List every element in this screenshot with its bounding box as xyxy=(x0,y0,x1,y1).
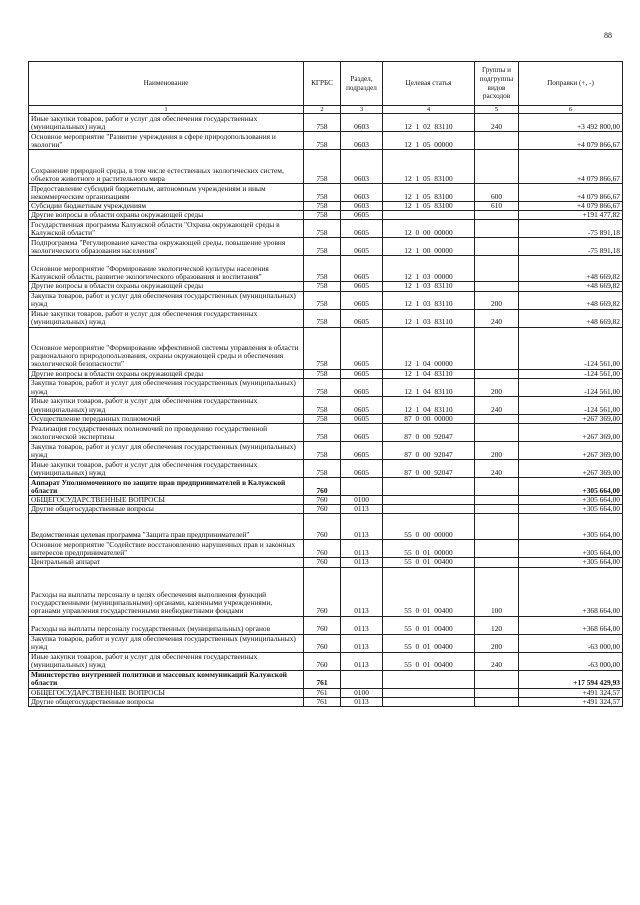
table-row xyxy=(29,327,623,369)
row-amount: +368 664,00 xyxy=(519,616,623,634)
row-section: 0113 xyxy=(341,540,383,558)
row-name: Государственная программа Калужской области "Охрана окружающей среды в Калужской области" xyxy=(29,220,304,238)
row-article: 55 0 01 00400 xyxy=(383,567,475,616)
row-name: Иные закупки товаров, работ и услуг для обеспечения государственных (муниципальных) нужд xyxy=(29,396,304,414)
row-kgrbs: 761 xyxy=(304,697,341,706)
table-row xyxy=(29,114,623,132)
row-amount: -124 561,00 xyxy=(519,378,623,396)
row-section: 0605 xyxy=(341,424,383,442)
row-section: 0605 xyxy=(341,460,383,478)
row-kgrbs: 758 xyxy=(304,184,341,202)
row-name: Подпрограмма "Регулирование качества окружающей среды, повышение уровня экологического образования населения" xyxy=(29,238,304,256)
row-name: Другие вопросы в области охраны окружающей среды xyxy=(29,369,304,378)
row-section xyxy=(341,478,383,496)
row-kgrbs: 761 xyxy=(304,670,341,688)
row-name: Другие общегосударственные вопросы xyxy=(29,697,304,706)
row-amount: +305 664,00 xyxy=(519,505,623,514)
row-amount: +267 369,00 xyxy=(519,442,623,460)
row-article xyxy=(383,670,475,688)
row-article: 12 1 05 83100 xyxy=(383,184,475,202)
row-amount: +267 369,00 xyxy=(519,414,623,423)
row-article: 55 0 00 00000 xyxy=(383,514,475,540)
row-article: 12 1 03 00000 xyxy=(383,256,475,282)
header-article: Целевая статья xyxy=(383,62,475,106)
column-number: 4 xyxy=(383,106,475,114)
table-row xyxy=(29,184,623,202)
row-kgrbs: 758 xyxy=(304,460,341,478)
row-group xyxy=(475,220,519,238)
row-section: 0605 xyxy=(341,282,383,291)
row-name: Центральный аппарат xyxy=(29,558,304,567)
row-amount: +4 079 866,67 xyxy=(519,150,623,184)
row-article: 87 0 00 92047 xyxy=(383,460,475,478)
row-group xyxy=(475,414,519,423)
row-kgrbs: 758 xyxy=(304,291,341,309)
row-name: Иные закупки товаров, работ и услуг для обеспечения государственных (муниципальных) нужд xyxy=(29,652,304,670)
row-group xyxy=(475,327,519,369)
row-amount: +3 492 800,00 xyxy=(519,114,623,132)
row-kgrbs: 760 xyxy=(304,558,341,567)
row-name: Иные закупки товаров, работ и услуг для обеспечения государственных (муниципальных) нужд xyxy=(29,460,304,478)
row-kgrbs: 758 xyxy=(304,309,341,327)
row-kgrbs: 758 xyxy=(304,202,341,211)
row-name: Другие вопросы в области охраны окружающей среды xyxy=(29,211,304,220)
row-kgrbs: 760 xyxy=(304,634,341,652)
row-name: Другие вопросы в области охраны окружающей среды xyxy=(29,282,304,291)
row-article xyxy=(383,211,475,220)
table-row xyxy=(29,616,623,634)
row-amount: -63 000,00 xyxy=(519,652,623,670)
row-amount: +491 324,57 xyxy=(519,697,623,706)
row-section: 0605 xyxy=(341,220,383,238)
row-name: Основное мероприятие "Развитие учреждения в сфере природопользования и экологии" xyxy=(29,132,304,150)
table-row xyxy=(29,238,623,256)
row-kgrbs: 758 xyxy=(304,396,341,414)
row-article: 12 1 04 83110 xyxy=(383,369,475,378)
row-kgrbs: 758 xyxy=(304,282,341,291)
row-group xyxy=(475,238,519,256)
row-name: Основное мероприятие "Содействие восстановлению нарушенных прав и законных интересов предпринимателей" xyxy=(29,540,304,558)
row-group: 100 xyxy=(475,567,519,616)
row-amount: -75 891,18 xyxy=(519,238,623,256)
row-amount: -124 561,00 xyxy=(519,327,623,369)
row-article: 12 1 03 83110 xyxy=(383,291,475,309)
row-section: 0605 xyxy=(341,291,383,309)
row-section: 0605 xyxy=(341,396,383,414)
row-kgrbs: 758 xyxy=(304,256,341,282)
header-kgrbs: КГРБС xyxy=(304,62,341,106)
row-name: Расходы на выплаты персоналу в целях обеспечения выполнения функций государственными (муниципальными) органами, казенными учреждениями, органами управления государственными внебюджетными фондами xyxy=(29,567,304,616)
row-section: 0603 xyxy=(341,202,383,211)
table-row xyxy=(29,567,623,616)
row-section: 0605 xyxy=(341,327,383,369)
row-group: 200 xyxy=(475,291,519,309)
row-amount: +305 664,00 xyxy=(519,514,623,540)
row-group: 240 xyxy=(475,652,519,670)
row-amount: +48 669,82 xyxy=(519,309,623,327)
row-group xyxy=(475,670,519,688)
row-group: 240 xyxy=(475,396,519,414)
row-kgrbs: 760 xyxy=(304,496,341,505)
row-kgrbs: 758 xyxy=(304,220,341,238)
row-name: Другие общегосударственные вопросы xyxy=(29,505,304,514)
row-name: Основное мероприятие "Формирование эффективной системы управления в области рационального природопользования, охраны окружающей среды и обеспечения экологической безопасности" xyxy=(29,327,304,369)
row-group xyxy=(475,150,519,184)
table-row xyxy=(29,670,623,688)
row-group xyxy=(475,282,519,291)
column-number: 2 xyxy=(304,106,341,114)
table-row xyxy=(29,442,623,460)
row-name: Осуществление переданных полномочий xyxy=(29,414,304,423)
row-kgrbs: 760 xyxy=(304,567,341,616)
header-amendment: Поправки (+, -) xyxy=(519,62,623,106)
row-kgrbs: 760 xyxy=(304,514,341,540)
row-name: Иные закупки товаров, работ и услуг для обеспечения государственных (муниципальных) нужд xyxy=(29,114,304,132)
column-number: 5 xyxy=(475,106,519,114)
row-amount: +491 324,57 xyxy=(519,688,623,697)
row-section: 0100 xyxy=(341,496,383,505)
table-row xyxy=(29,478,623,496)
row-group xyxy=(475,478,519,496)
row-kgrbs: 760 xyxy=(304,478,341,496)
table-row xyxy=(29,540,623,558)
table-row xyxy=(29,132,623,150)
row-amount: +267 369,00 xyxy=(519,460,623,478)
row-section: 0605 xyxy=(341,238,383,256)
row-section: 0603 xyxy=(341,132,383,150)
table-row xyxy=(29,697,623,706)
row-name: Предоставление субсидий бюджетным, автономным учреждениям и иным некоммерческим организациям xyxy=(29,184,304,202)
row-section xyxy=(341,670,383,688)
row-kgrbs: 758 xyxy=(304,211,341,220)
row-section: 0605 xyxy=(341,211,383,220)
row-article: 12 1 05 83100 xyxy=(383,202,475,211)
row-group: 600 xyxy=(475,184,519,202)
row-section: 0113 xyxy=(341,697,383,706)
row-group xyxy=(475,369,519,378)
row-kgrbs: 758 xyxy=(304,369,341,378)
column-number: 3 xyxy=(341,106,383,114)
row-kgrbs: 761 xyxy=(304,688,341,697)
table-row xyxy=(29,150,623,184)
row-kgrbs: 758 xyxy=(304,414,341,423)
row-kgrbs: 758 xyxy=(304,424,341,442)
row-section: 0113 xyxy=(341,514,383,540)
row-section: 0113 xyxy=(341,558,383,567)
row-section: 0603 xyxy=(341,184,383,202)
row-name: Реализация государственных полномочий по проведению государственной экологической экспертизы xyxy=(29,424,304,442)
row-section: 0113 xyxy=(341,652,383,670)
table-row xyxy=(29,256,623,282)
row-amount: +368 664,00 xyxy=(519,567,623,616)
row-section: 0605 xyxy=(341,378,383,396)
table-row xyxy=(29,396,623,414)
row-amount: +4 079 866,67 xyxy=(519,202,623,211)
row-amount: +48 669,82 xyxy=(519,256,623,282)
row-name: Министерство внутренней политики и массовых коммуникаций Калужской области xyxy=(29,670,304,688)
row-name: Аппарат Уполномоченного по защите прав предпринимателей в Калужской области xyxy=(29,478,304,496)
row-kgrbs: 758 xyxy=(304,150,341,184)
row-article xyxy=(383,478,475,496)
row-name: ОБЩЕГОСУДАРСТВЕННЫЕ ВОПРОСЫ xyxy=(29,496,304,505)
header-section: Раздел, подраздел xyxy=(341,62,383,106)
row-section: 0113 xyxy=(341,616,383,634)
row-name: Иные закупки товаров, работ и услуг для обеспечения государственных (муниципальных) нужд xyxy=(29,309,304,327)
row-name: Закупка товаров, работ и услуг для обеспечения государственных (муниципальных) нужд xyxy=(29,442,304,460)
row-kgrbs: 758 xyxy=(304,378,341,396)
row-group: 240 xyxy=(475,460,519,478)
row-group xyxy=(475,697,519,706)
row-group xyxy=(475,256,519,282)
row-kgrbs: 758 xyxy=(304,327,341,369)
row-group xyxy=(475,540,519,558)
row-amount: +305 664,00 xyxy=(519,540,623,558)
row-kgrbs: 760 xyxy=(304,540,341,558)
row-section: 0603 xyxy=(341,150,383,184)
row-article: 12 1 02 83110 xyxy=(383,114,475,132)
row-article: 12 1 04 00000 xyxy=(383,327,475,369)
row-section: 0605 xyxy=(341,309,383,327)
row-name: Закупка товаров, работ и услуг для обеспечения государственных (муниципальных) нужд xyxy=(29,291,304,309)
table-row xyxy=(29,414,623,423)
row-group xyxy=(475,505,519,514)
row-kgrbs: 760 xyxy=(304,505,341,514)
row-amount: +48 669,82 xyxy=(519,291,623,309)
row-kgrbs: 758 xyxy=(304,114,341,132)
row-group xyxy=(475,496,519,505)
table-body xyxy=(29,114,623,707)
row-section: 0605 xyxy=(341,442,383,460)
row-amount: +4 079 866,67 xyxy=(519,132,623,150)
row-section: 0113 xyxy=(341,567,383,616)
table-row xyxy=(29,291,623,309)
table-row xyxy=(29,496,623,505)
row-article: 55 0 01 00400 xyxy=(383,616,475,634)
row-name: Субсидии бюджетным учреждениям xyxy=(29,202,304,211)
row-article: 55 0 01 00400 xyxy=(383,558,475,567)
budget-table xyxy=(28,61,623,707)
row-article: 87 0 00 92047 xyxy=(383,442,475,460)
table-row xyxy=(29,202,623,211)
row-article xyxy=(383,505,475,514)
row-kgrbs: 760 xyxy=(304,652,341,670)
row-group: 240 xyxy=(475,309,519,327)
table-row xyxy=(29,652,623,670)
row-amount: +267 369,00 xyxy=(519,424,623,442)
page-number: 88 xyxy=(604,31,612,40)
row-section: 0605 xyxy=(341,414,383,423)
row-article xyxy=(383,697,475,706)
row-name: ОБЩЕГОСУДАРСТВЕННЫЕ ВОПРОСЫ xyxy=(29,688,304,697)
row-article: 55 0 01 00400 xyxy=(383,652,475,670)
column-number: 6 xyxy=(519,106,623,114)
row-amount: +305 664,00 xyxy=(519,496,623,505)
row-group xyxy=(475,211,519,220)
row-amount: +4 079 866,67 xyxy=(519,184,623,202)
column-number: 1 xyxy=(29,106,304,114)
table-row xyxy=(29,424,623,442)
row-amount: +191 477,82 xyxy=(519,211,623,220)
row-article: 12 0 00 00000 xyxy=(383,220,475,238)
row-amount: -75 891,18 xyxy=(519,220,623,238)
row-article: 12 1 04 83110 xyxy=(383,378,475,396)
row-section: 0603 xyxy=(341,114,383,132)
table-row xyxy=(29,558,623,567)
column-number-row xyxy=(29,106,623,114)
row-section: 0100 xyxy=(341,688,383,697)
table-row xyxy=(29,369,623,378)
row-article: 12 1 04 83110 xyxy=(383,396,475,414)
row-amount: -124 561,00 xyxy=(519,396,623,414)
row-group xyxy=(475,514,519,540)
header-group: Группы и подгруппы видов расходов xyxy=(475,62,519,106)
row-group xyxy=(475,424,519,442)
header-name: Наименование xyxy=(29,62,304,106)
table-row xyxy=(29,505,623,514)
row-amount: +48 669,82 xyxy=(519,282,623,291)
row-amount: +305 664,00 xyxy=(519,558,623,567)
table-header-row xyxy=(29,62,623,106)
row-article: 12 1 03 83110 xyxy=(383,282,475,291)
row-article: 12 1 05 00000 xyxy=(383,132,475,150)
table-row xyxy=(29,211,623,220)
row-section: 0605 xyxy=(341,369,383,378)
row-group: 200 xyxy=(475,634,519,652)
row-article xyxy=(383,496,475,505)
row-kgrbs: 760 xyxy=(304,616,341,634)
table-row xyxy=(29,220,623,238)
row-group: 240 xyxy=(475,114,519,132)
row-amount: +305 664,00 xyxy=(519,478,623,496)
row-article: 12 1 05 83100 xyxy=(383,150,475,184)
table-row xyxy=(29,282,623,291)
row-article: 55 0 01 00400 xyxy=(383,634,475,652)
row-amount: +17 594 429,93 xyxy=(519,670,623,688)
row-group xyxy=(475,132,519,150)
row-kgrbs: 758 xyxy=(304,132,341,150)
row-section: 0113 xyxy=(341,505,383,514)
row-kgrbs: 758 xyxy=(304,442,341,460)
row-article: 87 0 00 92047 xyxy=(383,424,475,442)
row-section: 0113 xyxy=(341,634,383,652)
row-article xyxy=(383,688,475,697)
table-row xyxy=(29,309,623,327)
row-amount: -63 000,00 xyxy=(519,634,623,652)
row-name: Ведомственная целевая программа "Защита прав предпринимателей" xyxy=(29,514,304,540)
row-name: Закупка товаров, работ и услуг для обеспечения государственных (муниципальных) нужд xyxy=(29,378,304,396)
row-kgrbs: 758 xyxy=(304,238,341,256)
table-row xyxy=(29,688,623,697)
row-amount: -124 561,00 xyxy=(519,369,623,378)
table-row xyxy=(29,634,623,652)
row-group xyxy=(475,558,519,567)
row-name: Основное мероприятие "Формирование экологической культуры населения Калужской области, развитие экологического образования и воспитания" xyxy=(29,256,304,282)
row-article: 87 0 00 00000 xyxy=(383,414,475,423)
row-group: 200 xyxy=(475,442,519,460)
row-article: 12 1 03 83110 xyxy=(383,309,475,327)
table-row xyxy=(29,460,623,478)
row-article: 55 0 01 00000 xyxy=(383,540,475,558)
row-group: 200 xyxy=(475,378,519,396)
row-name: Расходы на выплаты персоналу государственных (муниципальных) органов xyxy=(29,616,304,634)
row-group: 610 xyxy=(475,202,519,211)
row-article: 12 1 00 00000 xyxy=(383,238,475,256)
row-group: 120 xyxy=(475,616,519,634)
row-name: Сохранение природной среды, в том числе естественных экологических систем, объектов животного и растительного мира xyxy=(29,150,304,184)
table-row xyxy=(29,378,623,396)
row-name: Закупка товаров, работ и услуг для обеспечения государственных (муниципальных) нужд xyxy=(29,634,304,652)
table-row xyxy=(29,514,623,540)
row-group xyxy=(475,688,519,697)
row-section: 0605 xyxy=(341,256,383,282)
